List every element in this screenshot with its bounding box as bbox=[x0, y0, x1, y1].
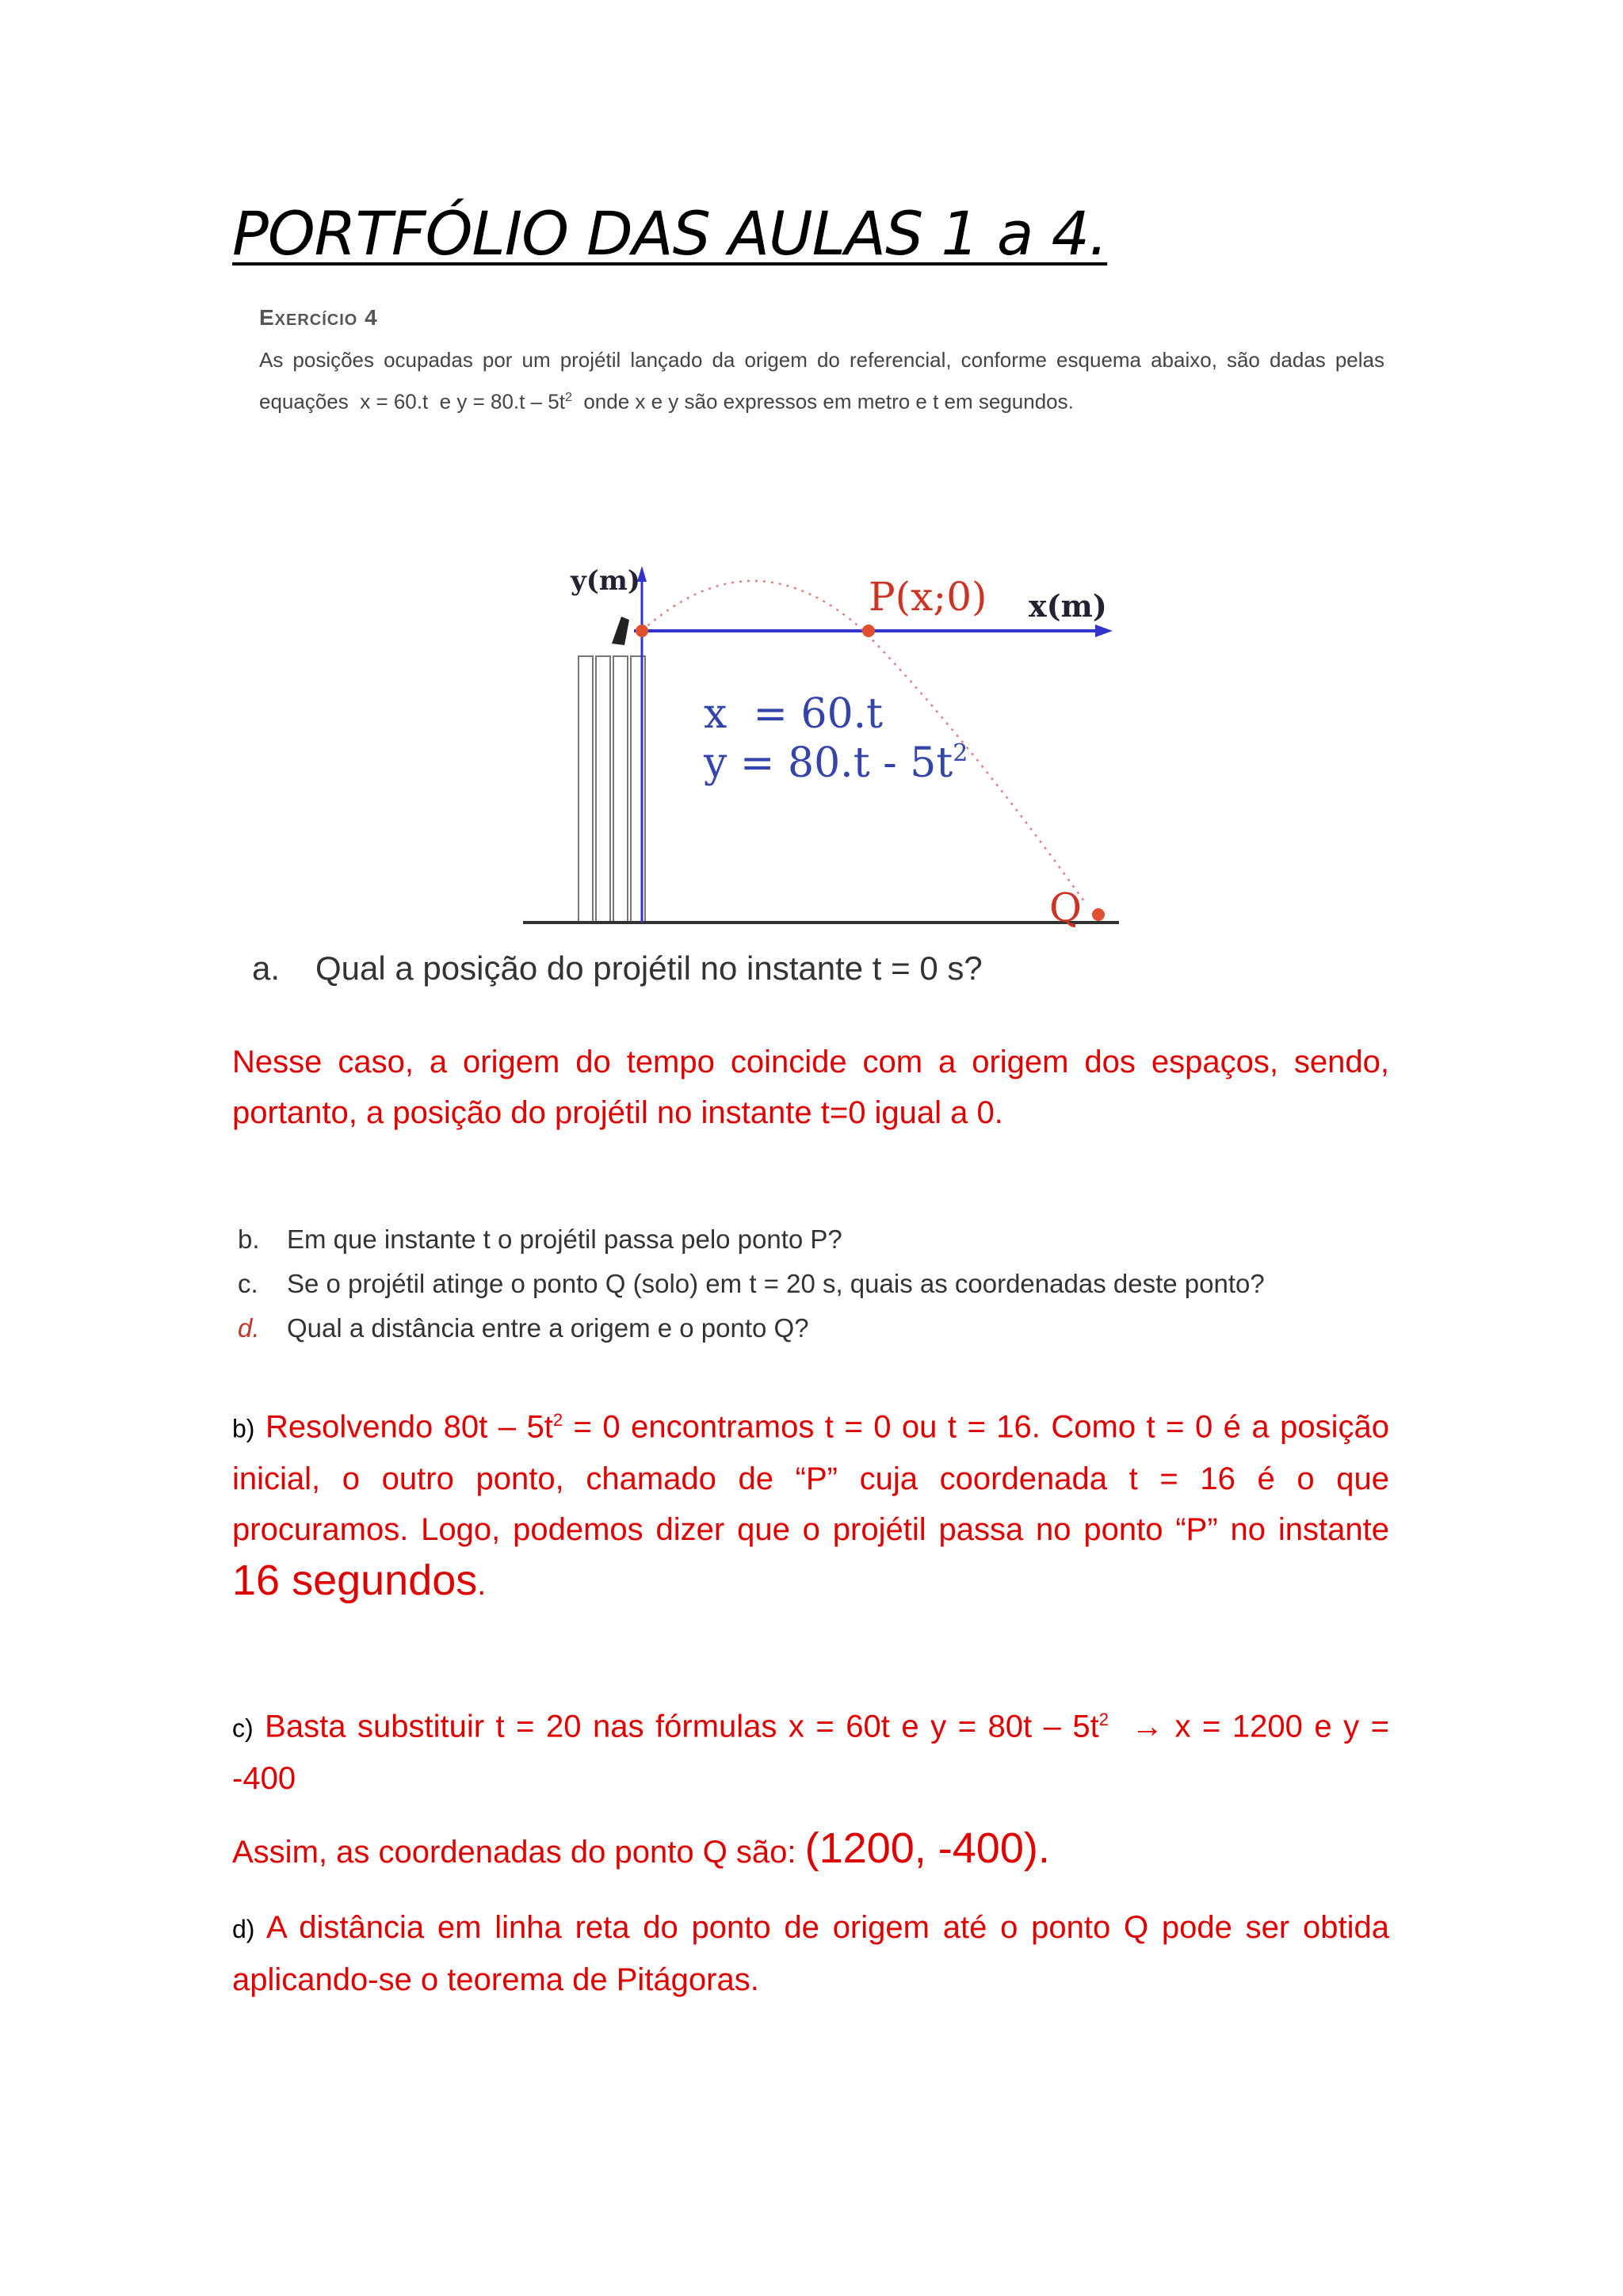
equation-x: x = 60.t bbox=[704, 690, 884, 738]
question-d-text: Qual a distância entre a origem e o ponto Q? bbox=[287, 1313, 809, 1343]
arrow-icon: → bbox=[1132, 1709, 1163, 1744]
question-c bbox=[238, 1269, 1265, 1313]
exercise-statement bbox=[259, 341, 1384, 421]
x-axis-arrow bbox=[1095, 625, 1113, 637]
exercise-eq-y-exp: 2 bbox=[564, 391, 572, 404]
answer-c-line2-highlight: (1200, -400). bbox=[804, 1824, 1050, 1872]
exercise-text-2: onde x e y são expressos em metro e t em segundos. bbox=[583, 389, 1074, 414]
question-list bbox=[238, 1224, 1265, 1358]
exercise-eq-y: y = 80.t – 5t bbox=[456, 389, 565, 414]
page-title: PORTFÓLIO DAS AULAS 1 a 4. bbox=[232, 198, 1108, 269]
exercise-label: Exercício 4 bbox=[259, 305, 378, 330]
projectile-diagram bbox=[523, 555, 1125, 935]
tower bbox=[579, 656, 645, 923]
question-c-text: Se o projétil atinge o ponto Q (solo) em t = 20 s, quais as coordenadas deste ponto? bbox=[287, 1269, 1265, 1298]
answer-d bbox=[232, 1902, 1389, 2005]
y-axis-label: y(m) bbox=[571, 565, 640, 597]
question-c-letter: c. bbox=[238, 1269, 258, 1298]
question-a-text: Qual a posição do projétil no instante t = 0 s? bbox=[315, 949, 983, 987]
question-a-letter: a. bbox=[252, 949, 281, 987]
launch-point bbox=[636, 625, 648, 637]
point-p-marker bbox=[862, 625, 875, 637]
answer-c-line2-text: Assim, as coordenadas do ponto Q são: bbox=[232, 1835, 796, 1870]
point-q-marker bbox=[1092, 908, 1105, 921]
answer-b-part2: = 0 encontramos t = 0 ou t = 16. Como t = 0 é a posição inicial, o outro ponto, chamado de “P” cuja coordenada t = 16 é o que procuramos. Logo, podemos dizer que o projétil passa no ponto “P” no instante bbox=[232, 1409, 1389, 1548]
point-p-label: P(x;0) bbox=[869, 574, 987, 620]
answer-b-part1: Resolvendo 80t – 5t bbox=[265, 1409, 553, 1445]
equation-y-base: y = 80.t - 5t bbox=[704, 739, 953, 787]
answer-b-highlight: 16 segundos bbox=[232, 1557, 478, 1605]
exercise-conj: e bbox=[439, 389, 452, 414]
answer-c bbox=[232, 1694, 1389, 1804]
answer-a: Nesse caso, a origem do tempo coincide com a origem dos espaços, sendo, portanto, a posição do projétil no instante t=0 igual a 0. bbox=[232, 1045, 1389, 1130]
answer-c-part1: Basta substituir t = 20 nas fórmulas x = 60t e y = 80t – 5t bbox=[265, 1709, 1099, 1744]
question-a bbox=[252, 949, 983, 988]
answer-c-label: c) bbox=[232, 1713, 254, 1743]
question-d-letter: d. bbox=[238, 1313, 260, 1343]
exercise-text-1: As posições ocupadas por um projétil lançado da origem do referencial, conforme esquema abaixo, são dadas pelas equações bbox=[259, 348, 1384, 414]
answer-d-label: d) bbox=[232, 1915, 255, 1943]
answer-b-end: . bbox=[477, 1567, 487, 1603]
answer-b-exp: 2 bbox=[552, 1410, 563, 1430]
launcher-icon bbox=[612, 617, 629, 645]
x-axis-label: x(m) bbox=[1029, 588, 1107, 624]
exercise-eq-x: x = 60.t bbox=[360, 389, 429, 414]
question-b-letter: b. bbox=[238, 1224, 260, 1254]
question-b bbox=[238, 1224, 1265, 1269]
point-q-label: Q bbox=[1049, 884, 1082, 930]
answer-b-label: b) bbox=[232, 1414, 255, 1443]
equation-y-exp: 2 bbox=[953, 739, 968, 767]
equation-y bbox=[703, 739, 968, 787]
question-b-text: Em que instante t o projétil passa pelo ponto P? bbox=[287, 1224, 842, 1254]
answer-d-text: A distância em linha reta do ponto de origem até o ponto Q pode ser obtida aplicando-se o teorema de Pitágoras. bbox=[232, 1910, 1389, 1997]
answer-c-exp: 2 bbox=[1098, 1710, 1109, 1729]
answer-c-part2: x = 1200 e y = -400 bbox=[232, 1709, 1389, 1797]
question-d bbox=[238, 1313, 1265, 1358]
answer-b bbox=[232, 1395, 1389, 1610]
answer-c-conclusion bbox=[232, 1823, 1389, 1878]
